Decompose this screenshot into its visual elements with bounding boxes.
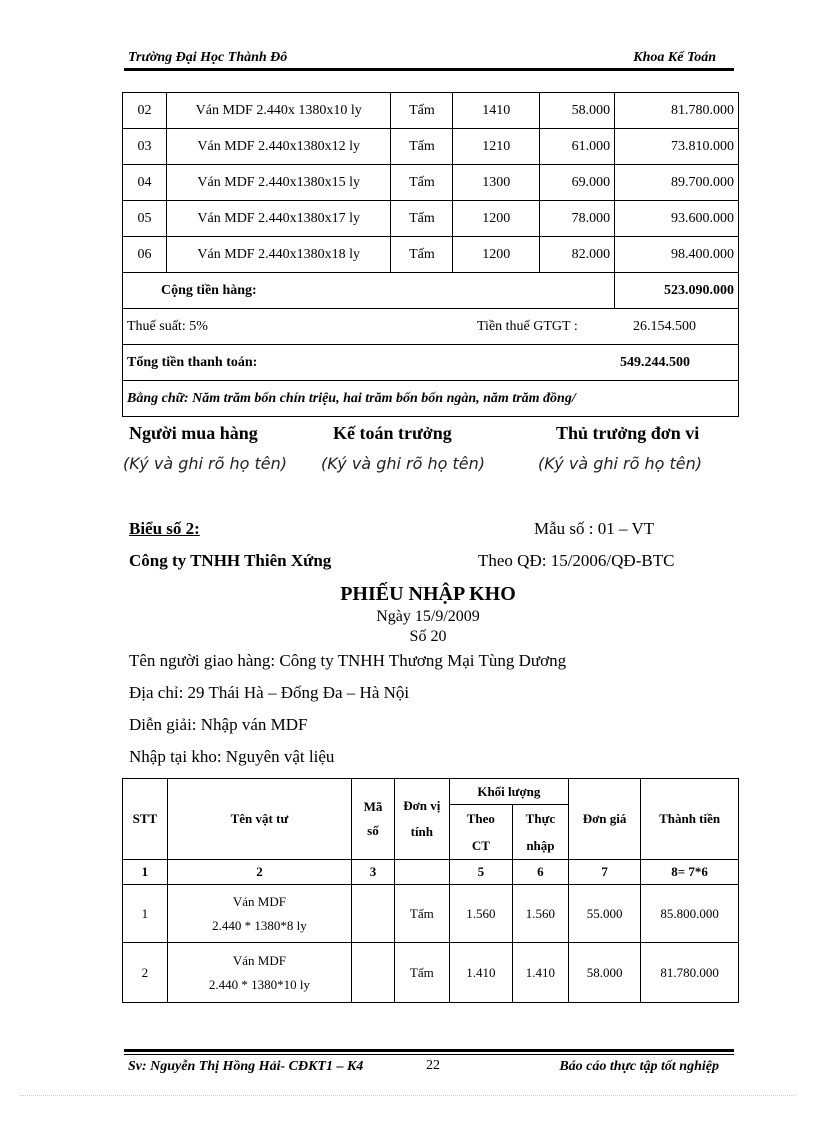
invoice-row <box>123 165 739 201</box>
receipt-name-line1: Ván MDF <box>232 893 286 909</box>
director-title: Thủ trưởng đơn vi <box>556 423 700 443</box>
grand-total-label: Tổng tiền thanh toán: <box>127 354 258 370</box>
invoice-table <box>122 92 739 417</box>
invoice-row <box>123 129 739 165</box>
receipt-price: 55.000 <box>568 885 640 943</box>
header-unit <box>394 779 449 860</box>
subtotal-row <box>123 273 739 309</box>
row-name: Ván MDF 2.440x1380x12 ly <box>166 129 391 165</box>
page-number: 22 <box>426 1058 440 1073</box>
buyer-sign-note: (Ký và ghi rõ họ tên) <box>123 454 288 473</box>
receipt-name <box>167 943 351 1003</box>
address: Địa chỉ: 29 Thái Hà – Đống Đa – Hà Nội <box>129 683 410 702</box>
receipt-code <box>352 885 395 943</box>
row-price: 78.000 <box>540 201 615 237</box>
receipt-row <box>123 885 739 943</box>
row-name: Ván MDF 2.440x1380x17 ly <box>166 201 391 237</box>
receipt-stt: 2 <box>123 943 168 1003</box>
header-qty-actual <box>512 805 568 860</box>
receipt-table <box>122 778 739 1003</box>
row-no: 05 <box>123 201 167 237</box>
grand-total-amount: 549.244.500 <box>620 354 690 370</box>
tax-label: Tiền thuế GTGT : <box>477 318 578 334</box>
tax-rate: Thuế suất: 5% <box>127 318 208 334</box>
footer-rule-thin <box>124 1054 734 1055</box>
description: Diễn giải: Nhập ván MDF <box>129 715 308 734</box>
invoice-row <box>123 93 739 129</box>
in-words: Bằng chữ: Năm trăm bốn chín triệu, hai trăm bốn bốn ngàn, năm trăm đồng/ <box>123 381 739 417</box>
row-no: 03 <box>123 129 167 165</box>
receipt-name-line2: 2.440 * 1380*8 ly <box>212 917 307 933</box>
decision-number: Theo QĐ: 15/2006/QĐ-BTC <box>478 551 675 570</box>
row-unit: Tấm <box>391 201 453 237</box>
row-unit: Tấm <box>391 237 453 273</box>
receipt-unit: Tấm <box>394 885 449 943</box>
receipt-name <box>167 885 351 943</box>
header-qty-actual-text: Thực nhập <box>525 811 556 853</box>
footer-student: Sv: Nguyễn Thị Hồng Hải- CĐKT1 – K4 <box>128 1059 364 1074</box>
accountant-title: Kế toán trưởng <box>333 423 452 443</box>
grand-total-row <box>123 345 739 381</box>
footer-report: Báo cáo thực tập tốt nghiệp <box>559 1059 719 1074</box>
index-cell <box>394 860 449 885</box>
index-cell: 3 <box>352 860 395 885</box>
header-rule <box>124 68 734 71</box>
tax-row <box>123 309 739 345</box>
company-name: Công ty TNHH Thiên Xứng <box>129 551 332 570</box>
receipt-code <box>352 943 395 1003</box>
grand-total-cell <box>123 345 739 381</box>
row-unit: Tấm <box>391 165 453 201</box>
row-qty: 1300 <box>453 165 540 201</box>
receipt-qty-doc: 1.410 <box>449 943 512 1003</box>
index-cell: 1 <box>123 860 168 885</box>
receipt-qty-actual: 1.560 <box>512 885 568 943</box>
row-qty: 1210 <box>453 129 540 165</box>
header-qty-doc <box>449 805 512 860</box>
subtotal-amount: 523.090.000 <box>615 273 739 309</box>
row-price: 61.000 <box>540 129 615 165</box>
row-amount: 93.600.000 <box>615 201 739 237</box>
header-department: Khoa Kế Toán <box>633 50 716 65</box>
row-amount: 73.810.000 <box>615 129 739 165</box>
footer-rule <box>124 1049 734 1052</box>
tax-cell <box>123 309 739 345</box>
tax-amount: 26.154.500 <box>633 318 696 334</box>
receipt-row <box>123 943 739 1003</box>
receipt-name-line2: 2.440 * 1380*10 ly <box>208 976 310 992</box>
form-label: Biểu số 2: <box>129 519 200 538</box>
template-number: Mẫu số : 01 – VT <box>534 519 655 538</box>
header-qty: Khối lượng <box>449 779 568 805</box>
row-qty: 1200 <box>453 201 540 237</box>
in-words-row <box>123 381 739 417</box>
receipt-unit: Tấm <box>394 943 449 1003</box>
receipt-amount: 85.800.000 <box>641 885 739 943</box>
row-price: 69.000 <box>540 165 615 201</box>
receipt-price: 58.000 <box>568 943 640 1003</box>
row-amount: 81.780.000 <box>615 93 739 129</box>
header-code-text: Mã số <box>363 799 383 838</box>
invoice-row <box>123 237 739 273</box>
row-amount: 89.700.000 <box>615 165 739 201</box>
row-qty: 1200 <box>453 237 540 273</box>
warehouse: Nhập tại kho: Nguyên vật liệu <box>129 747 335 766</box>
row-qty: 1410 <box>453 93 540 129</box>
header-code <box>352 779 395 860</box>
row-unit: Tấm <box>391 93 453 129</box>
row-price: 58.000 <box>540 93 615 129</box>
header-school: Trường Đại Học Thành Đô <box>128 50 288 65</box>
director-sign-note: (Ký và ghi rõ họ tên) <box>538 454 703 473</box>
header-stt: STT <box>123 779 168 860</box>
receipt-date: Ngày 15/9/2009 <box>376 608 480 625</box>
receipt-amount: 81.780.000 <box>641 943 739 1003</box>
receipt-qty-actual: 1.410 <box>512 943 568 1003</box>
header-name: Tên vật tư <box>167 779 351 860</box>
header-price: Đơn giá <box>568 779 640 860</box>
index-row <box>123 860 739 885</box>
row-price: 82.000 <box>540 237 615 273</box>
row-unit: Tấm <box>391 129 453 165</box>
index-cell: 7 <box>568 860 640 885</box>
accountant-sign-note: (Ký và ghi rõ họ tên) <box>321 454 486 473</box>
page-edge <box>20 1095 796 1096</box>
receipt-name-line1: Ván MDF <box>232 952 286 968</box>
subtotal-label: Cộng tiền hàng: <box>123 273 615 309</box>
row-amount: 98.400.000 <box>615 237 739 273</box>
receipt-qty-doc: 1.560 <box>449 885 512 943</box>
row-no: 06 <box>123 237 167 273</box>
header-unit-text: Đơn vị tính <box>403 798 441 839</box>
row-no: 02 <box>123 93 167 129</box>
index-cell: 2 <box>167 860 351 885</box>
receipt-number: Số 20 <box>409 628 447 645</box>
row-name: Ván MDF 2.440x1380x18 ly <box>166 237 391 273</box>
buyer-title: Người mua hàng <box>129 423 258 443</box>
invoice-row <box>123 201 739 237</box>
index-cell: 8= 7*6 <box>641 860 739 885</box>
receipt-title: PHIẾU NHẬP KHO <box>340 583 516 605</box>
receipt-stt: 1 <box>123 885 168 943</box>
deliverer: Tên người giao hàng: Công ty TNHH Thương Mại Tùng Dương <box>129 651 567 670</box>
index-cell: 6 <box>512 860 568 885</box>
header-qty-doc-text: Theo CT <box>466 811 495 853</box>
index-cell: 5 <box>449 860 512 885</box>
row-name: Ván MDF 2.440x 1380x10 ly <box>166 93 391 129</box>
header-amount: Thành tiền <box>641 779 739 860</box>
row-name: Ván MDF 2.440x1380x15 ly <box>166 165 391 201</box>
row-no: 04 <box>123 165 167 201</box>
